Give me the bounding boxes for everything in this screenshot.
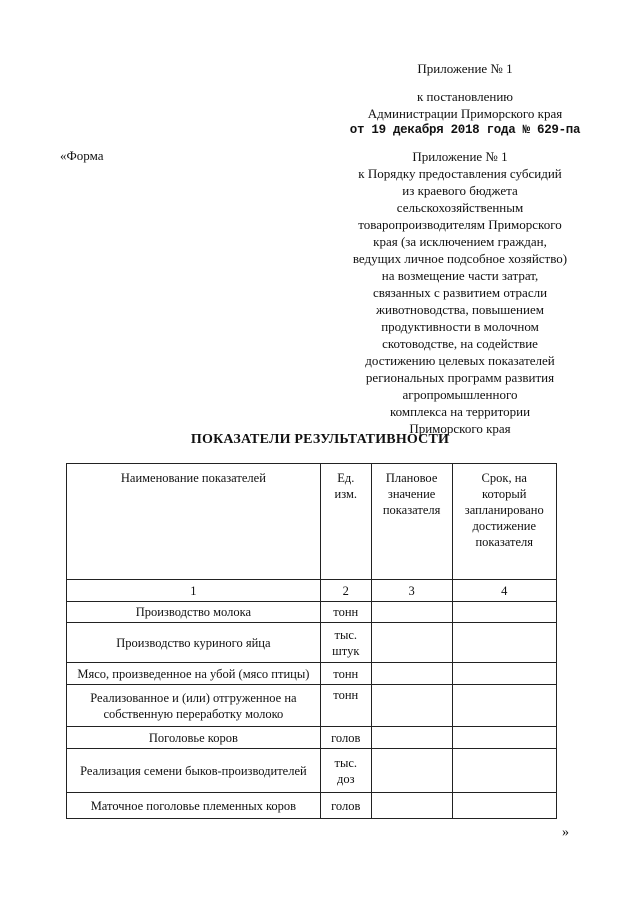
appendix-line: Приложение № 1 bbox=[417, 61, 513, 76]
resolution-appendix-block bbox=[345, 60, 585, 139]
order-appendix-line: связанных с развитием отрасли bbox=[372, 285, 548, 300]
resolution-line: к постановлению bbox=[416, 89, 514, 104]
order-appendix-line: комплекса на территории bbox=[389, 404, 531, 419]
document-title: ПОКАЗАТЕЛИ РЕЗУЛЬТАТИВНОСТИ bbox=[190, 432, 450, 447]
order-appendix-title: Приложение № 1 bbox=[412, 149, 508, 164]
indicator-name: Мясо, произведенное на убой (мясо птицы) bbox=[67, 663, 321, 685]
order-appendix-line: сельскохозяйственным bbox=[396, 200, 524, 215]
order-appendix-line: ведущих личное подсобное хозяйство) bbox=[352, 251, 568, 266]
indicator-name: Поголовье коров bbox=[67, 727, 321, 749]
indicator-name: Производство молока bbox=[67, 602, 321, 623]
header-name: Наименование показателей bbox=[67, 464, 321, 580]
indicator-unit: тыс. доз bbox=[320, 749, 371, 793]
plan-value-cell[interactable] bbox=[371, 793, 452, 819]
resolution-line: Администрации Приморского края bbox=[367, 106, 563, 121]
order-appendix-line: агропромышленного bbox=[402, 387, 518, 402]
table-row bbox=[67, 749, 557, 793]
indicator-name: Производство куриного яйца bbox=[67, 623, 321, 663]
deadline-cell[interactable] bbox=[452, 602, 556, 623]
deadline-cell[interactable] bbox=[452, 749, 556, 793]
indicator-unit: голов bbox=[320, 727, 371, 749]
column-number: 4 bbox=[452, 580, 556, 602]
order-appendix-line: достижению целевых показателей bbox=[365, 353, 555, 368]
column-number: 3 bbox=[371, 580, 452, 602]
table-row bbox=[67, 727, 557, 749]
indicator-unit: тонн bbox=[320, 602, 371, 623]
table-row bbox=[67, 602, 557, 623]
indicator-name: Маточное поголовье племенных коров bbox=[67, 793, 321, 819]
deadline-cell[interactable] bbox=[452, 727, 556, 749]
column-number-row bbox=[67, 580, 557, 602]
order-appendix-line: на возмещение части затрат, bbox=[381, 268, 539, 283]
plan-value-cell[interactable] bbox=[371, 727, 452, 749]
deadline-cell[interactable] bbox=[452, 793, 556, 819]
order-appendix-line: товаропроизводителям Приморского bbox=[358, 217, 562, 232]
header-plan: Плановое значение показателя bbox=[371, 464, 452, 580]
order-appendix-line: из краевого бюджета bbox=[402, 183, 518, 198]
indicator-unit: голов bbox=[320, 793, 371, 819]
indicator-unit: тонн bbox=[320, 663, 371, 685]
column-number: 1 bbox=[67, 580, 321, 602]
indicator-name: Реализация семени быков-производителей bbox=[67, 749, 321, 793]
order-appendix-line: скотоводстве, на содействие bbox=[382, 336, 538, 351]
column-number: 2 bbox=[320, 580, 371, 602]
order-appendix-line: Приморского края bbox=[409, 421, 511, 436]
table-row bbox=[67, 623, 557, 663]
indicators-table bbox=[66, 463, 557, 819]
indicator-unit: тыс. штук bbox=[320, 623, 371, 663]
resolution-date-stamp: от 19 декабря 2018 года № 629-па bbox=[349, 123, 581, 137]
plan-value-cell[interactable] bbox=[371, 749, 452, 793]
indicator-unit: тонн bbox=[320, 685, 371, 727]
order-appendix-line: региональных программ развития bbox=[365, 370, 555, 385]
forma-label: «Форма bbox=[60, 148, 104, 163]
deadline-cell[interactable] bbox=[452, 623, 556, 663]
plan-value-cell[interactable] bbox=[371, 623, 452, 663]
order-appendix-line: к Порядку предоставления субсидий bbox=[358, 166, 562, 181]
table-row bbox=[67, 793, 557, 819]
table-row bbox=[67, 685, 557, 727]
deadline-cell[interactable] bbox=[452, 663, 556, 685]
order-appendix-line: продуктивности в молочном bbox=[381, 319, 539, 334]
order-appendix-line: края (за исключением граждан, bbox=[373, 234, 547, 249]
table-row bbox=[67, 663, 557, 685]
header-deadline: Срок, на который запланировано достижение показателя bbox=[452, 464, 556, 580]
closing-quote: » bbox=[562, 825, 569, 840]
plan-value-cell[interactable] bbox=[371, 663, 452, 685]
plan-value-cell[interactable] bbox=[371, 602, 452, 623]
table-header-row bbox=[67, 464, 557, 580]
deadline-cell[interactable] bbox=[452, 685, 556, 727]
order-appendix-block bbox=[330, 148, 590, 437]
order-appendix-line: животноводства, повышением bbox=[376, 302, 544, 317]
indicator-name: Реализованное и (или) отгруженное на собственную переработку молоко bbox=[67, 685, 321, 727]
plan-value-cell[interactable] bbox=[371, 685, 452, 727]
header-unit: Ед. изм. bbox=[320, 464, 371, 580]
